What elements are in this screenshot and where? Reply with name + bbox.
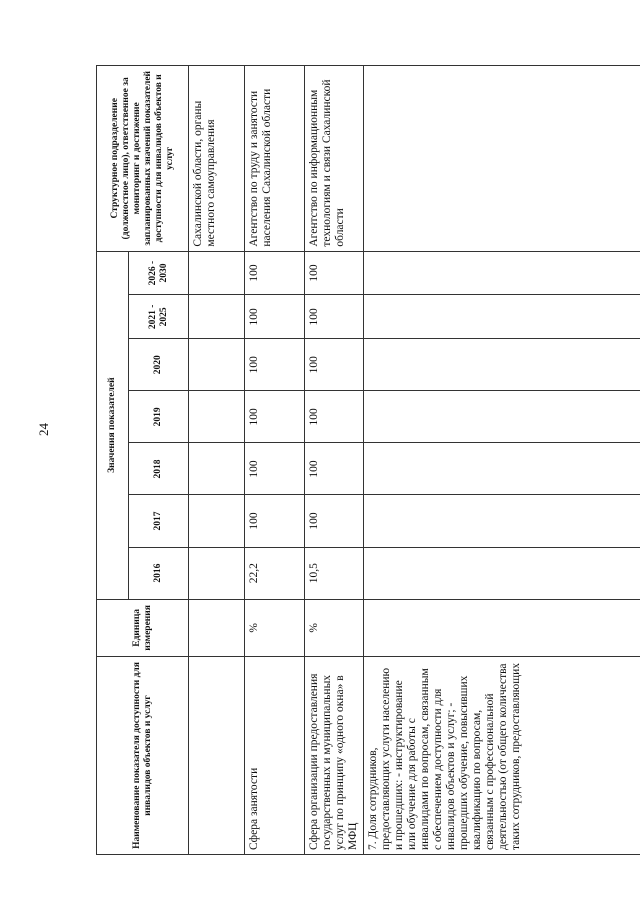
row-value <box>189 547 245 599</box>
row-value: 100 <box>245 339 305 391</box>
header-values-group: Значения показателей <box>97 251 129 599</box>
row-name: Сфера занятости <box>245 657 305 855</box>
header-year: 2021 - 2025 <box>129 295 189 339</box>
row-value: 10,5 <box>305 547 364 599</box>
row-value <box>189 295 245 339</box>
table-row <box>305 66 364 855</box>
header-year: 2017 <box>129 495 189 547</box>
row-value <box>189 495 245 547</box>
table-row <box>189 66 245 855</box>
row-value: 100 <box>305 443 364 495</box>
header-year: 2026 - 2030 <box>129 251 189 295</box>
row-unit <box>364 599 640 656</box>
row-name: Сфера организации предоставления государственных и муниципальных услуг по принципу «одного окна» в МФЦ <box>305 657 364 855</box>
row-value: 100 <box>245 391 305 443</box>
row-value <box>364 251 640 295</box>
row-unit: % <box>245 599 305 656</box>
header-name: Наименование показателя доступности для инвалидов объектов и услуг <box>97 657 189 855</box>
page-number: 24 <box>36 423 51 436</box>
row-value: 100 <box>305 495 364 547</box>
rotated-table-container <box>96 65 601 855</box>
header-year: 2018 <box>129 443 189 495</box>
row-responsible: Агентство по информационным технологиям и связи Сахалинской области <box>305 66 364 252</box>
row-value <box>364 443 640 495</box>
row-value: 100 <box>305 339 364 391</box>
table-row <box>364 66 640 855</box>
row-name <box>189 657 245 855</box>
row-value: 100 <box>305 251 364 295</box>
row-value <box>364 495 640 547</box>
row-value <box>189 391 245 443</box>
row-value: 100 <box>245 495 305 547</box>
table-header-row <box>97 66 129 855</box>
row-unit: % <box>305 599 364 656</box>
row-value: 100 <box>305 295 364 339</box>
row-responsible <box>364 66 640 252</box>
row-value: 100 <box>305 391 364 443</box>
row-value: 22,2 <box>245 547 305 599</box>
indicators-table <box>96 65 640 855</box>
table-row <box>245 66 305 855</box>
row-value: 100 <box>245 251 305 295</box>
row-value: 100 <box>245 295 305 339</box>
row-value <box>189 443 245 495</box>
header-year: 2016 <box>129 547 189 599</box>
row-value <box>364 295 640 339</box>
row-value <box>364 339 640 391</box>
row-value <box>364 547 640 599</box>
header-year: 2020 <box>129 339 189 391</box>
header-unit: Единица измерения <box>97 599 189 656</box>
row-value <box>189 339 245 391</box>
row-unit <box>189 599 245 656</box>
header-year: 2019 <box>129 391 189 443</box>
row-name: 7. Доля сотрудников, предоставляющих услуги населению и прошедших: - инструктирование или обучение для работы с инвалидами по вопросам, связанным с обеспечением доступности для инвалидов объектов и услуг; - прошедших обучение, повысивших квалификацию по вопросам, связанным с профессиональной деятельностью (от общего количества таких сотрудников, предоставляющих <box>364 657 640 855</box>
row-value: 100 <box>245 443 305 495</box>
row-value <box>364 391 640 443</box>
row-responsible: Сахалинской области, органы местного самоуправления <box>189 66 245 252</box>
row-responsible: Агентство по труду и занятости населения Сахалинской области <box>245 66 305 252</box>
header-responsible: Структурное подразделение (должностное лицо), ответственное за мониторинг и достижение запланированных значений показателей доступности для инвалидов объектов и услуг <box>97 66 189 252</box>
row-value <box>189 251 245 295</box>
